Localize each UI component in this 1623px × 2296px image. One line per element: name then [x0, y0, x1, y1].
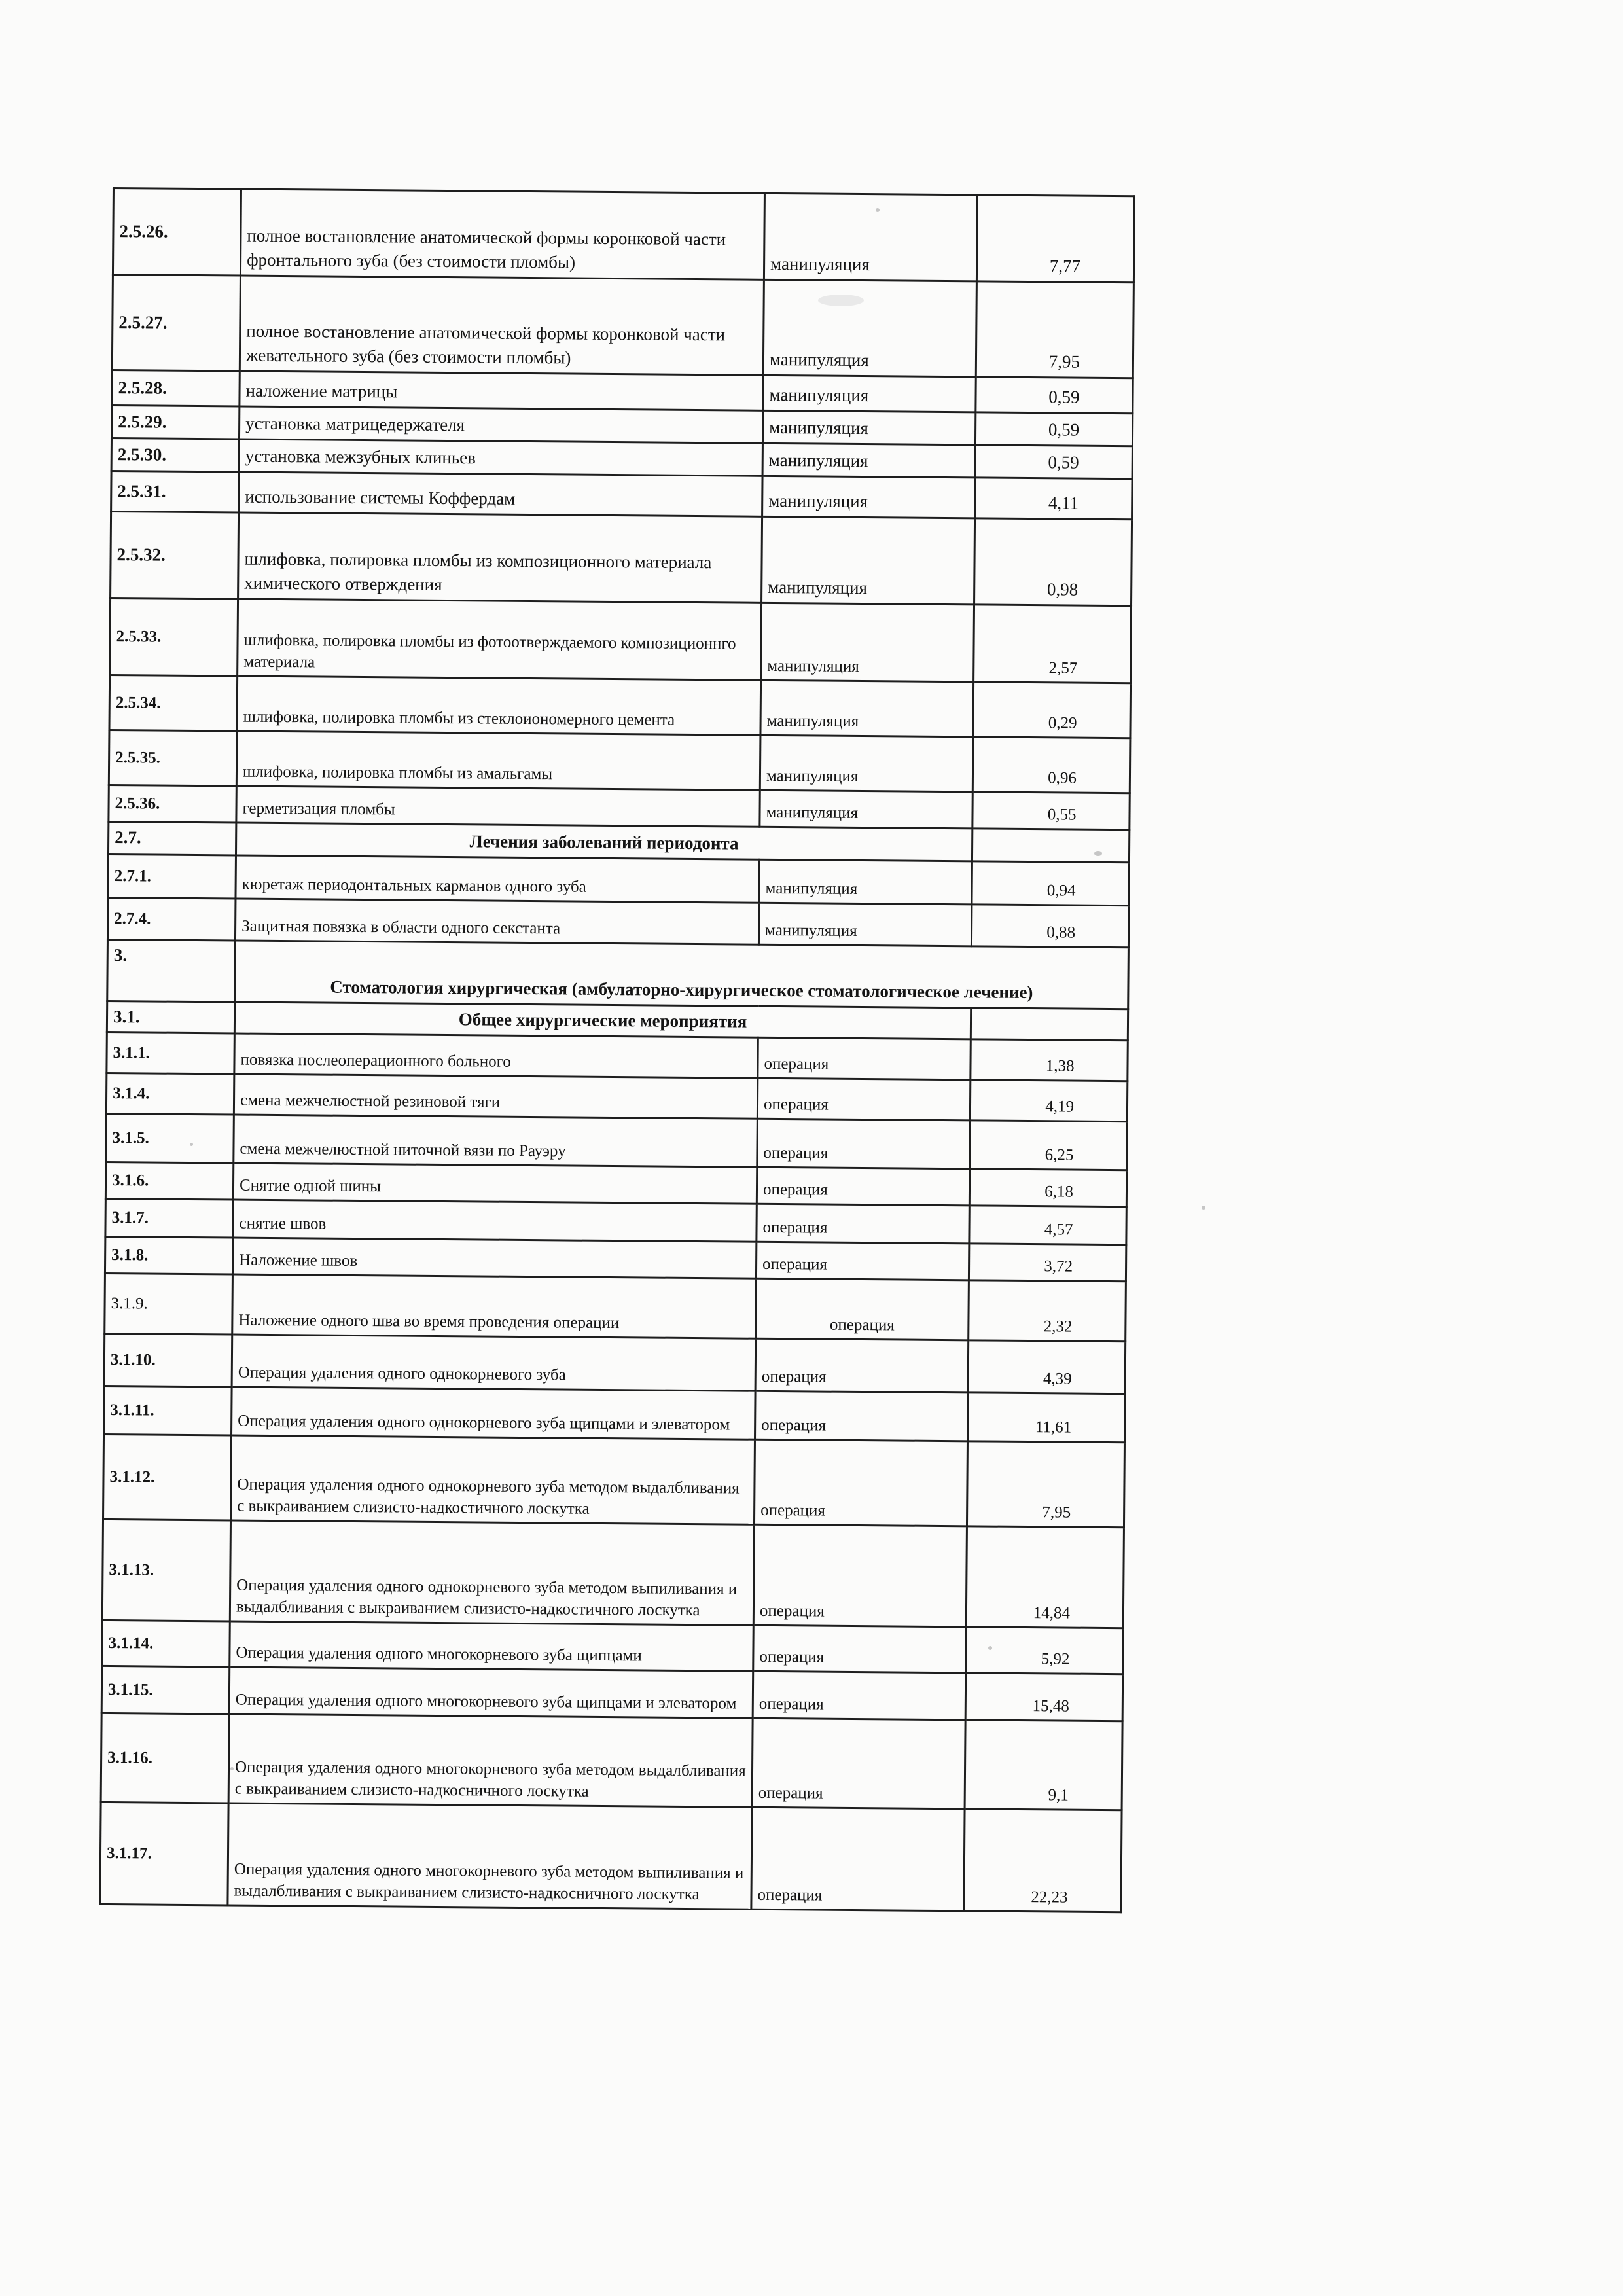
service-name: Операция удаления одного однокорневого зуба [232, 1335, 756, 1391]
empty-cell [971, 1008, 1128, 1041]
row-code: 3.1.12. [103, 1434, 232, 1520]
row-code: 3.1.1. [107, 1032, 234, 1074]
row-code: 3.1.9. [105, 1273, 233, 1335]
row-code: 3.1.17. [100, 1802, 228, 1905]
service-name: шлифовка, полировка пломбы из композиционного материала химического отверждения [238, 512, 762, 603]
section-title: Общее хирургические мероприятия [234, 1002, 971, 1039]
unit-cell: операция [757, 1204, 969, 1244]
price-cell: 0,59 [976, 377, 1133, 414]
price-cell: 2,57 [974, 605, 1132, 683]
service-name: смена межчелюстной ниточной вязи по Рауэру [234, 1115, 758, 1167]
unit-cell: манипуляция [760, 680, 974, 737]
service-name: Операция удаления одного однокорневого зуба методом выдалбливания с выкраиванием слизисто-надкостичного лоскутка [231, 1435, 755, 1524]
row-code: 3.1.7. [105, 1198, 233, 1238]
table-row [111, 511, 1132, 605]
service-name: шлифовка, полировка пломбы из стеклоиономерного цемента [237, 676, 761, 735]
unit-cell: операция [757, 1119, 971, 1169]
row-code: 3.1.11. [104, 1386, 232, 1435]
service-name: повязка послеоперационного больного [234, 1033, 758, 1078]
unit-cell: манипуляция [759, 859, 972, 905]
row-code: 3.1.8. [105, 1236, 232, 1274]
row-code: 2.7.1. [108, 854, 236, 899]
unit-cell: операция [754, 1439, 967, 1526]
price-cell: 4,11 [975, 478, 1132, 520]
scan-speck [1094, 851, 1102, 856]
unit-cell: операция [757, 1078, 970, 1121]
row-code: 2.5.28. [112, 370, 240, 407]
row-code: 3. [107, 939, 236, 1002]
row-code: 2.5.27. [112, 275, 240, 372]
scan-speck [1202, 1206, 1205, 1210]
row-code: 3.1.10. [104, 1333, 232, 1387]
row-code: 3.1.4. [106, 1073, 234, 1115]
row-code: 2.5.30. [111, 438, 239, 472]
table-row [106, 1113, 1128, 1170]
price-cell: 15,48 [965, 1673, 1123, 1721]
table-row [105, 1273, 1126, 1341]
service-name: наложение матрицы [240, 371, 763, 410]
scan-speck [876, 208, 880, 212]
table-row [107, 897, 1128, 947]
empty-cell [972, 829, 1129, 863]
table-row [102, 1620, 1124, 1674]
row-code: 3.1.16. [101, 1713, 229, 1803]
unit-cell: операция [757, 1167, 969, 1206]
service-name: Операция удаления одного многокорневого зуба щипцами [230, 1621, 754, 1671]
unit-cell: операция [758, 1037, 971, 1080]
unit-cell: манипуляция [762, 410, 975, 445]
unit-cell: операция [752, 1718, 965, 1809]
service-name: полное востановление анатомической формы коронковой части жевательного зуба (без стоимости пломбы) [240, 276, 764, 375]
table-row [100, 1802, 1122, 1912]
price-cell: 0,55 [972, 792, 1130, 830]
price-cell: 5,92 [966, 1627, 1124, 1674]
row-code: 3.1.14. [102, 1620, 230, 1667]
unit-cell: операция [753, 1625, 967, 1673]
table-row [103, 1434, 1125, 1527]
unit-cell: операция [751, 1807, 965, 1911]
unit-cell: операция [756, 1242, 969, 1280]
service-name: кюретаж периодонтальных карманов одного зуба [236, 855, 759, 903]
service-name: Операция удаления одного многокорневого зуба методом выдалбливания с выкраиванием слизисто-надкосничного лоскутка [228, 1714, 753, 1807]
row-code: 3.1. [107, 1001, 234, 1033]
row-code: 2.5.33. [110, 598, 238, 676]
table-row [109, 675, 1131, 738]
unit-cell: операция [753, 1671, 966, 1720]
row-code: 2.5.32. [111, 511, 239, 599]
row-code: 2.5.29. [111, 406, 239, 440]
row-code: 2.5.36. [109, 785, 236, 823]
unit-cell: манипуляция [760, 735, 973, 792]
unit-cell: операция [755, 1391, 969, 1441]
service-name: Наложение швов [232, 1238, 756, 1278]
table-row [113, 188, 1134, 283]
row-code: 3.1.13. [102, 1519, 230, 1621]
service-name: Операция удаления одного многокорневого зуба щипцами и элеватором [229, 1667, 753, 1718]
service-name: установка межзубных клиньев [239, 439, 762, 476]
service-name: Операция удаления одного однокорневого зуба методом выпиливания и выдалбливания с выкраиванием слизисто-надкостичного лоскутка [230, 1520, 754, 1625]
table-row [101, 1666, 1123, 1721]
price-table [99, 187, 1135, 1913]
unit-cell: манипуляция [763, 375, 976, 412]
unit-cell: манипуляция [762, 516, 975, 605]
unit-cell: операция [753, 1524, 967, 1627]
table-row [102, 1519, 1124, 1628]
service-name: смена межчелюстной резиновой тяги [234, 1074, 757, 1119]
price-cell: 6,18 [969, 1169, 1126, 1207]
table-row [108, 854, 1129, 905]
price-cell: 0,29 [973, 682, 1131, 738]
price-cell: 4,19 [970, 1080, 1127, 1122]
price-cell: 7,95 [967, 1441, 1124, 1528]
price-cell: 0,59 [975, 412, 1132, 446]
table-row [104, 1333, 1126, 1393]
row-code: 2.5.35. [109, 730, 237, 786]
service-name: Снятие одной шины [233, 1163, 757, 1204]
service-name: шлифовка, полировка пломбы из фотоотверждаемого композиционнго материала [238, 599, 762, 680]
section-row [107, 939, 1129, 1009]
service-name: полное востановление анатомической формы коронковой части фронтального зуба (без стоимости пломбы) [240, 189, 764, 279]
scan-speck [190, 1143, 193, 1146]
service-name: герметизация пломбы [236, 786, 760, 827]
service-name: использование системы Коффердам [239, 472, 762, 516]
scan-speck [230, 1767, 234, 1770]
price-cell: 0,94 [972, 861, 1130, 906]
section-title: Лечения заболеваний периодонта [236, 823, 972, 861]
table-row [104, 1386, 1126, 1442]
table-row [101, 1713, 1122, 1810]
unit-cell: манипуляция [764, 193, 977, 281]
price-cell: 9,1 [965, 1720, 1122, 1810]
unit-cell: манипуляция [763, 279, 976, 377]
service-name: установка матрицедержателя [239, 406, 762, 443]
scan-speck [988, 1646, 992, 1650]
price-cell: 4,57 [969, 1206, 1126, 1245]
row-code: 3.1.5. [106, 1113, 234, 1163]
price-cell: 7,77 [976, 195, 1134, 283]
service-name: Наложение одного шва во время проведения операции [232, 1274, 757, 1338]
price-cell: 7,95 [976, 281, 1133, 378]
service-name: шлифовка, полировка пломбы из амальгамы [236, 731, 760, 790]
unit-cell: манипуляция [762, 443, 975, 478]
price-table-body [100, 188, 1135, 1912]
unit-cell: манипуляция [762, 476, 975, 518]
price-cell: 0,98 [974, 518, 1132, 606]
row-code: 3.1.6. [105, 1162, 233, 1200]
section-title: Стоматология хирургическая (амбулаторно-хирургическое стоматологическое лечение) [235, 941, 1129, 1009]
scan-speck [818, 295, 864, 306]
price-cell: 0,59 [975, 445, 1132, 479]
price-cell: 3,72 [969, 1244, 1126, 1282]
price-cell: 2,32 [969, 1280, 1126, 1342]
service-name: Защитная повязка в области одного секстанта [235, 899, 758, 944]
price-cell: 6,25 [970, 1121, 1128, 1170]
unit-cell: операция [755, 1338, 969, 1393]
price-cell: 0,88 [971, 905, 1128, 948]
price-cell: 0,96 [972, 737, 1130, 793]
price-cell: 11,61 [967, 1393, 1125, 1443]
row-code: 2.5.26. [113, 188, 241, 276]
price-cell: 4,39 [968, 1340, 1126, 1394]
row-code: 2.7. [108, 821, 236, 855]
row-code: 3.1.15. [101, 1666, 230, 1714]
service-name: снятие швов [233, 1200, 757, 1242]
price-cell: 22,23 [964, 1809, 1122, 1912]
unit-cell: манипуляция [761, 603, 974, 682]
unit-cell: манипуляция [760, 790, 972, 829]
price-cell: 1,38 [971, 1039, 1128, 1081]
row-code: 2.7.4. [107, 897, 235, 941]
service-name: Операция удаления одного многокорневого зуба методом выпиливания и выдалбливания с выкраиванием слизисто-надкосничного лоскутка [228, 1803, 752, 1909]
table-row [110, 598, 1132, 683]
service-name: Операция удаления одного однокорневого зуба щипцами и элеватором [232, 1387, 756, 1439]
unit-cell: манипуляция [758, 903, 971, 946]
unit-cell: операция [756, 1278, 969, 1340]
row-code: 2.5.31. [111, 471, 239, 512]
table-row [109, 730, 1130, 793]
row-code: 2.5.34. [109, 675, 238, 731]
price-cell: 14,84 [966, 1526, 1124, 1628]
table-row [112, 275, 1133, 378]
